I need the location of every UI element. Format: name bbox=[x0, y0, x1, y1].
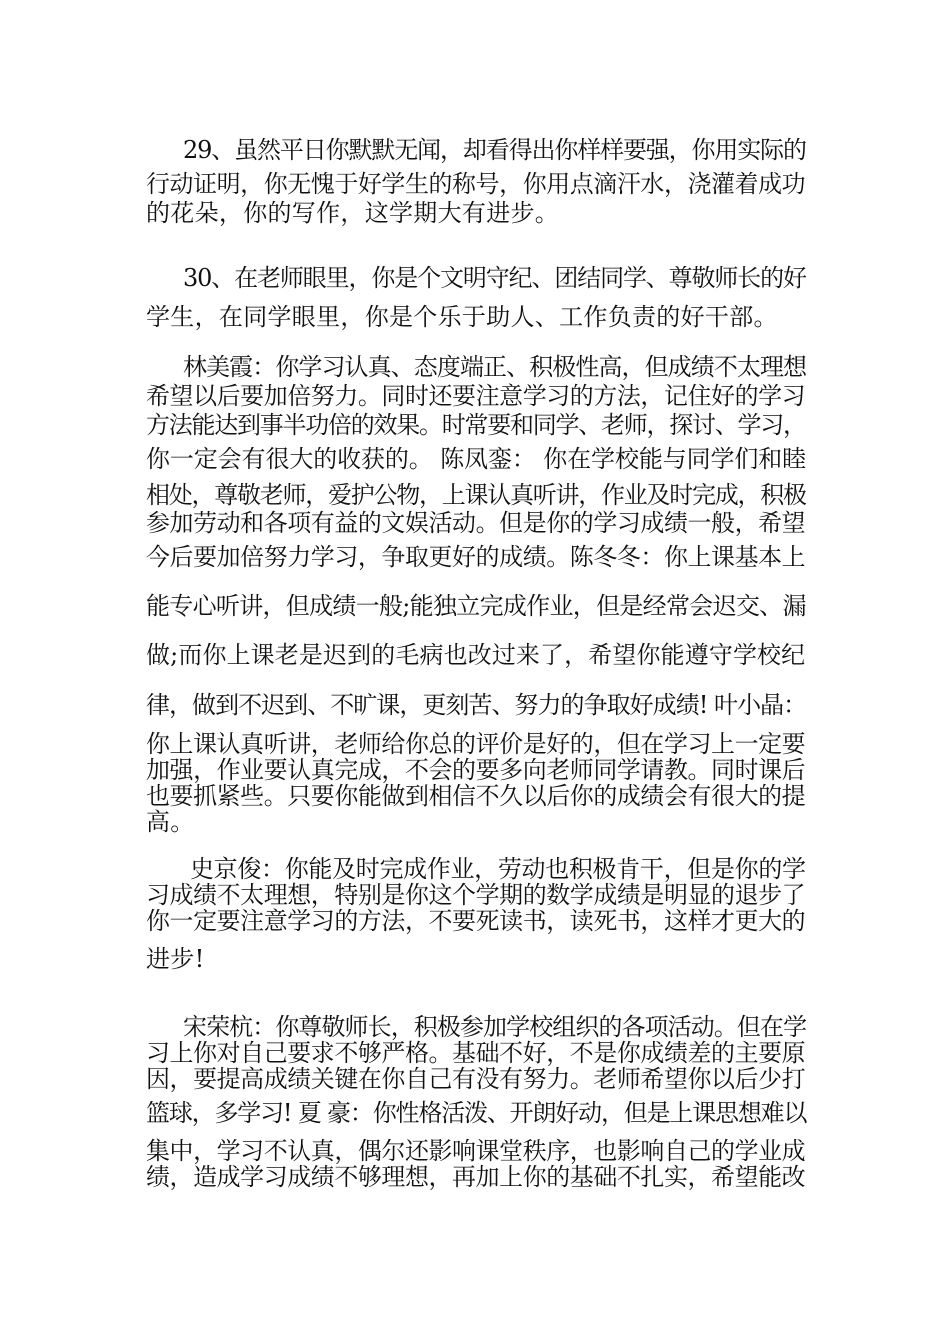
text-line: 进步! bbox=[146, 945, 205, 973]
text-line: 的花朵，你的写作，这学期大有进步。 bbox=[146, 199, 560, 227]
text-line: 学生，在同学眼里，你是个乐于助人、工作负责的好干部。 bbox=[146, 303, 778, 331]
text-line: 集中，学习不认真，偶尔还影响课堂秩序，也影响自己的学业成 bbox=[146, 1137, 806, 1165]
text-line: 也要抓紧些。只要你能做到相信不久以后你的成绩会有很大的提 bbox=[146, 782, 806, 810]
text-line: 你上课认真听讲，老师给你总的评价是好的，但在学习上一定要 bbox=[146, 730, 806, 758]
text-line: 宋荣杭：你尊敬师长，积极参加学校组织的各项活动。但在学 bbox=[183, 1013, 807, 1041]
text-line: 希望以后要加倍努力。同时还要注意学习的方法，记住好的学习 bbox=[146, 382, 806, 410]
text-line: 习上你对自己要求不够严格。基础不好，不是你成绩差的主要原 bbox=[146, 1039, 806, 1067]
text-line: 方法能达到事半功倍的效果。时常要和同学、老师，探讨、学习， bbox=[146, 411, 806, 439]
text-line: 行动证明，你无愧于好学生的称号，你用点滴汗水，浇灌着成功 bbox=[146, 170, 806, 198]
text-line: 29、虽然平日你默默无闻，却看得出你样样要强，你用实际的 bbox=[183, 136, 806, 164]
text-line: 习成绩不太理想，特别是你这个学期的数学成绩是明显的退步了 bbox=[146, 881, 806, 909]
text-line: 林美霞：你学习认真、态度端正、积极性高，但成绩不太理想 bbox=[183, 353, 807, 381]
text-line: 史京俊：你能及时完成作业，劳动也积极肯干，但是你的学 bbox=[190, 855, 806, 883]
text-line: 做;而你上课老是迟到的毛病也改过来了，希望你能遵守学校纪 bbox=[146, 641, 806, 669]
text-line: 你一定要注意学习的方法，不要死读书，读死书，这样才更大的 bbox=[146, 907, 806, 935]
text-line: 参加劳动和各项有益的文娱活动。但是你的学习成绩一般，希望 bbox=[146, 509, 806, 537]
text-line: 律，做到不迟到、不旷课，更刻苦、努力的争取好成绩! 叶小晶： bbox=[146, 691, 807, 719]
text-line: 高。 bbox=[146, 808, 195, 836]
text-line: 篮球，多学习! 夏 豪：你性格活泼、开朗好动，但是上课思想难以 bbox=[146, 1099, 807, 1127]
text-line: 因，要提高成绩关键在你自己有没有努力。老师希望你以后少打 bbox=[146, 1065, 806, 1093]
text-line: 你一定会有很大的收获的。 陈凤銮： 你在学校能与同学们和睦 bbox=[146, 445, 807, 473]
text-line: 相处，尊敬老师，爱护公物，上课认真听讲，作业及时完成，积极 bbox=[146, 481, 806, 509]
text-line: 能专心听讲，但成绩一般;能独立完成作业，但是经常会迟交、漏 bbox=[146, 592, 806, 620]
text-line: 30、在老师眼里，你是个文明守纪、团结同学、尊敬师长的好 bbox=[183, 264, 806, 292]
text-line: 绩，造成学习成绩不够理想，再加上你的基础不扎实，希望能改 bbox=[146, 1163, 806, 1191]
text-line: 今后要加倍努力学习，争取更好的成绩。陈冬冬：你上课基本上 bbox=[146, 543, 806, 571]
text-line: 加强，作业要认真完成，不会的要多向老师同学请教。同时课后 bbox=[146, 756, 806, 784]
